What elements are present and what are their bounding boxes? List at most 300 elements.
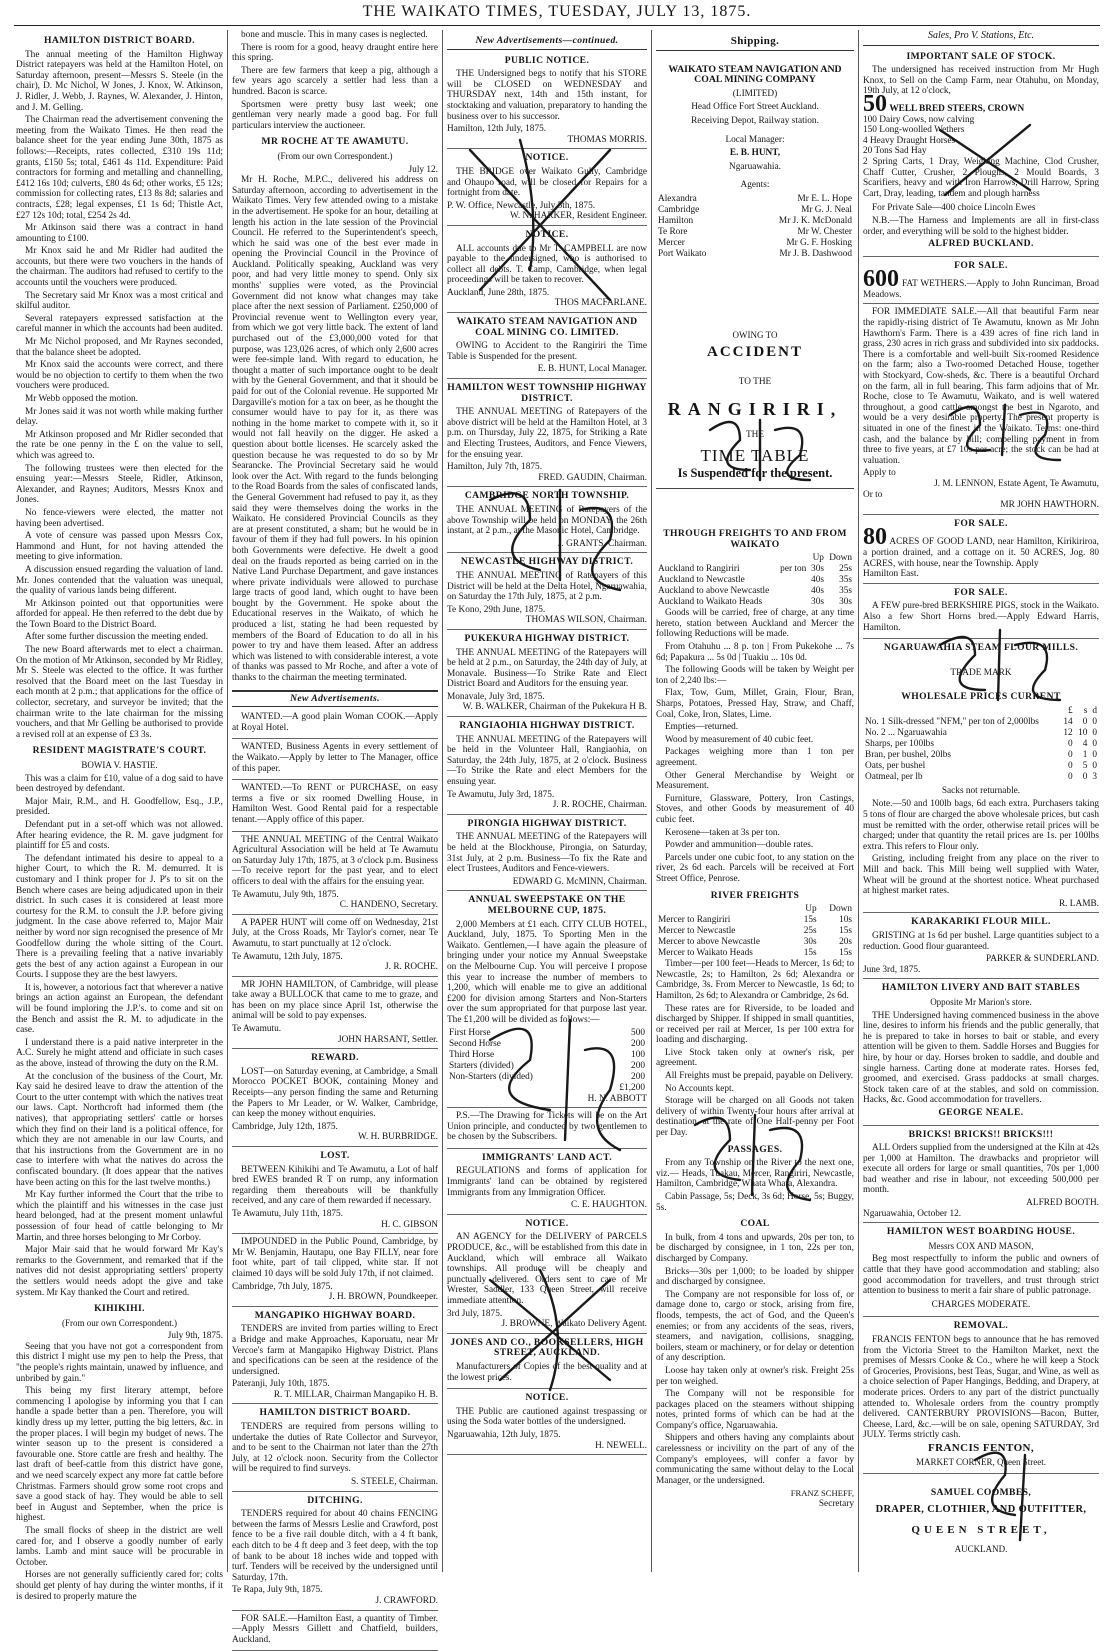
paragraph: I understand there is a paid native interpreter in the A.C. Surely he might attend and officiate in such cases as the above, instead of throwing the duty on the R.M. bbox=[16, 1037, 223, 1070]
table-cell: 10 bbox=[1078, 727, 1088, 738]
paragraph: Seeing that you have not got a correspondent from this district I might use my pen to help the Press, that "the people's rights maintain, unawed by influence, and unbribed by gain." bbox=[16, 1341, 223, 1384]
ad-text: TENDERS are required from persons willing to undertake the duties of Rate Collector and Surveyor, and to be sent to the Chairman not later than the 27th July, at 12 o'clock noon. Security from the Collector will be required to find surveys. bbox=[232, 1422, 438, 1475]
paragraph: Kerosene—taken at 3s per ton. bbox=[665, 827, 780, 838]
table-row bbox=[656, 586, 854, 597]
ad-heading: NEWCASTLE HIGHWAY DISTRICT. bbox=[460, 556, 634, 568]
article-date: July 12. bbox=[408, 164, 438, 175]
paragraph: The defendant intimated his desire to appeal to a higher Court, to which the R. M. demurred. It is customary and I think proper for J. P's to sit on the Bench where cases are being adjudicated upon in their district. In such cases it is considered at least more courtesy for the R.M. to consult the J.P. before giving judgment. In the case above referred to, Major Mair neither by word nor sign recognised the presence of Mr Goodfellow during the whole sitting of the Court. There is a prevailing feeling that a native invariably gets the best of any action against a European in our Courts. I suppose they are the best lawyers. bbox=[16, 853, 223, 981]
ad-table-row bbox=[447, 1039, 647, 1050]
table-cell: 0 bbox=[1092, 716, 1097, 727]
advertisement bbox=[232, 781, 438, 831]
table-cell: 30s bbox=[811, 564, 824, 575]
ad-place: Hamilton, 12th July, 1875. bbox=[447, 124, 547, 135]
paragraph: The new Board afterwards met to elect a chairman. On the motion of Mr Atkinson, seconded by Mr Ridley, Mr S. Steele was elected to the office. It was further resolved that the Board meet on the last Tuesday in each month at 2 p.m.; that applications for the office of collector, secretary, and surveyor be invited; that the chairman write to the late chairman for the missing vouchers, and that Mr Gelling be authorised to provide a revised roll at an expense of £3 3s. bbox=[16, 645, 223, 740]
table-cell: 4 bbox=[1082, 738, 1088, 749]
paragraph: Bricks—30s per 1,000; to be loaded by shipper and discharged by consignee. bbox=[656, 1266, 854, 1288]
ad-signature: ALFRED BOOTH. bbox=[1026, 1198, 1099, 1209]
ad-apply: Apply to bbox=[863, 468, 896, 479]
ad-place: Pateranji, July 10th, 1875. bbox=[232, 1379, 330, 1390]
advertisement bbox=[447, 554, 647, 630]
ad-heading: CAMBRIDGE NORTH TOWNSHIP. bbox=[464, 490, 630, 502]
paragraph: These rates are for Riverside, to be loaded and discharged by Shipper. If shipped in small quantities, or received per rail at Mercer, 1s per 100 extra for loading and discharging. bbox=[656, 1003, 854, 1046]
paragraph: The Company will not be responsible for packages placed on the steamers without shipping notes, printed forms of which can be had at the Company's office, Ngaruawahia. bbox=[656, 1389, 854, 1431]
table-cell: Oatmeal, per lb bbox=[865, 771, 923, 782]
ad-text: THE Undersigned having commenced business in the above line, desires to inform his friends and the public generally, that he is prepared to take in horses to bait or stable, and every attention will be given to them. Saddle Horses and Buggies for hire, by hour or day. Horses broken to saddle, and double and single harness. Carting done at moderate rates. Horses fed, groomed, and exercised. Grass paddocks at small charges. Stock taken care of at the stables, and sold on commission. Hacks, &c. Good accommodation for travellers. bbox=[863, 1010, 1099, 1106]
ad-heading: NGARUAWAHIA STEAM FLOUR MILLS. bbox=[883, 642, 1079, 654]
table-cell: per ton bbox=[780, 564, 807, 575]
table-cell: Cambridge bbox=[658, 204, 700, 215]
ad-place: Cambridge, July 12th, 1875. bbox=[232, 1121, 338, 1132]
advertisement bbox=[447, 380, 647, 487]
table-cell: 30s bbox=[803, 937, 817, 948]
ad-signature: H. N. ABBOTT bbox=[587, 1093, 647, 1104]
ad-text: TENDERS are invited from parties willing to Erect a Bridge and make Approaches, Kaporuatu, near Mr Vercoe's farm at Mangapiko Highway District. Plans and specifications can be seen at the residence of the undersigned. bbox=[232, 1324, 438, 1377]
paragraph: The following Goods will be taken by Weight per ton of 2,240 lbs:— bbox=[656, 665, 854, 686]
ad-table-row bbox=[447, 1028, 647, 1039]
ad-signature: J. M. LENNON, Estate Agent, Te Awamutu, bbox=[934, 478, 1099, 489]
column-rule bbox=[858, 30, 859, 1572]
paragraph: Mr Mc Nichol proposed, and Mr Raynes seconded, that the balance sheet be adopted. bbox=[16, 337, 223, 358]
ad-or: Or to bbox=[863, 489, 883, 500]
paragraph: At the conclusion of the business of the Court, Mr. Kay said he desired leave to draw the attention of the Court to the utter contempt with which the natives treat our laws. Capt. Northcroft had informed them (the natives), that appropriating settlers' cattle or horses which they find on their land is a political offence, for which they are not amenable in our law Courts, and that his instructions from the Government are in no case to interfere with what the natives do across the confiscated boundary. (It does appear that the natives have been acting on this for the last twelve months.) bbox=[16, 1071, 223, 1188]
article-heading: HAMILTON DISTRICT BOARD. bbox=[44, 35, 195, 46]
table-header-cell bbox=[777, 553, 809, 564]
ad-text: ALL Orders supplied from the undersigned at the Kiln at 42s per 1,000 at Hamilton. The drawbacks and proprietor will execute all orders for large or small quantities, 70s per 1,000 bad weather and rise in labour, not exceeding 500,000 per month. bbox=[863, 1143, 1099, 1196]
paragraph: Powder and ammunition—double rates. bbox=[665, 840, 814, 851]
table-row bbox=[863, 772, 1099, 783]
paragraph: bone and muscle. This in many cases is neglected. bbox=[241, 30, 428, 40]
ad-heading: SAMUEL COOMBES, bbox=[930, 1487, 1032, 1499]
table-cell: 20s bbox=[839, 937, 852, 948]
lot-text: WELL BRED STEERS, CROWN bbox=[889, 103, 1025, 114]
paragraph: The Company are not responsible for loss of, or damage done to, cargo or stock, arising from fire, floods, tempests, the act of God, and the Queen's enemies; or from any accidents of the seas, rivers, steamers, and navigation, collisions, snagging, boilers, steam or machinery, or for delay or detention of any description. bbox=[656, 1289, 854, 1364]
ad-heading: HAMILTON WEST TOWNSHIP HIGHWAY DISTRICT. bbox=[447, 382, 647, 404]
table-cell: 0 bbox=[1082, 771, 1088, 782]
ad-signature: FRANCIS FENTON, bbox=[927, 1441, 1035, 1454]
receiving-depot: Receiving Depot, Railway station. bbox=[691, 115, 819, 126]
local-manager-place: Ngaruawahia. bbox=[729, 161, 781, 172]
the-text: THE bbox=[745, 430, 765, 441]
ad-subheading: Messrs COX AND MASON, bbox=[928, 1240, 1034, 1251]
ad-signature: E. B. HUNT, Local Manager. bbox=[537, 364, 647, 375]
lot-text: FAT WETHERS.—Apply to John Runciman, Broad Meadows. bbox=[863, 279, 1099, 300]
ad-text: FRANCIS FENTON begs to announce that he has removed from the Victoria Street to the Hamilton Market, next the premises of Messrs Cooke & Co., where he will keep a Stock of Groceries, Provisions, best Teas, Sugar, and Wine, as well as a choice selection of Paper Hangings, Bedding, and Drapery, at moderate prices. Orders to any part of the district punctually attended to. Wholesale orders from the country promptly delivered. CANTERBURY PROVISIONS—Bacon, Butter, Cheese, Lard, &c.—will be on sale, opening SATURDAY, 3rd JULY. Terms strictly cash. bbox=[863, 1335, 1099, 1441]
advertisement bbox=[447, 1216, 647, 1334]
table-header-cell bbox=[656, 904, 796, 915]
column-rule bbox=[442, 30, 443, 1572]
advertisement bbox=[447, 1109, 647, 1149]
ad-table-cell: £1,200 bbox=[619, 1082, 645, 1093]
ad-text: The undersigned has received instruction from Mr Hugh Knox, to Sell on the Camp Farm, near Otahuhu, on Monday, 19th July, at 12 o'clock, bbox=[863, 65, 1099, 97]
advertisements bbox=[447, 53, 647, 1456]
article-subheading: (From our own Correspondent.) bbox=[62, 1317, 177, 1328]
article-subheading: BOWIA V. HASTIE. bbox=[81, 760, 158, 770]
ad-text: WANTED.—A good plain Woman COOK.—Apply at Royal Hotel. bbox=[232, 712, 438, 733]
ad-heading: FOR SALE. bbox=[954, 517, 1008, 529]
table-row bbox=[656, 575, 854, 586]
table-cell: Mr G. F. Hosking bbox=[786, 237, 852, 248]
ad-signature: JOHN HARSANT, Settler. bbox=[337, 1034, 438, 1045]
ad-heading: PUBLIC NOTICE. bbox=[504, 54, 590, 66]
table-cell: Mercer to Waikato Heads bbox=[658, 948, 753, 959]
article-body bbox=[232, 175, 438, 684]
river-freights-table bbox=[656, 904, 854, 959]
table-row bbox=[656, 597, 854, 608]
ad-heading: WAIKATO STEAM NAVIGATION AND COAL MINING CO. LIMITED. bbox=[456, 316, 638, 338]
table-header-row bbox=[656, 553, 854, 564]
table-cell: Auckland to above Newcastle bbox=[658, 586, 770, 597]
lot-text: ACRES OF GOOD LAND, near Hamilton, Kirikiriroa, a portion drained, and a cottage on it. 50 ACRES, Jog. 80 ACRES, with house, near the Township. Apply bbox=[863, 537, 1099, 569]
table-row bbox=[863, 739, 1099, 750]
advertisement bbox=[863, 258, 1099, 305]
table-cell: Mercer to above Newcastle bbox=[658, 937, 760, 948]
accident-heading: ACCIDENT bbox=[706, 343, 803, 360]
table-header-cell bbox=[656, 553, 777, 564]
table-cell bbox=[777, 586, 809, 597]
advertisement bbox=[447, 631, 647, 717]
ad-note: CHARGES MODERATE. bbox=[931, 1299, 1031, 1310]
table-cell: 3 bbox=[1092, 771, 1097, 782]
table-cell: 15s bbox=[839, 926, 852, 937]
ad-text: THE Undersigned begs to notify that his STORE will be CLOSED on WEDNESDAY and THURSDAY next, 14th and 15th instant, for stocktaking and valuation, preparatory to handing the business over to his successor. bbox=[447, 69, 647, 122]
ad-place: Te Awamutu, 12th July, 1875. bbox=[232, 951, 343, 962]
advertisement bbox=[232, 740, 438, 780]
table-cell: 0 bbox=[1092, 749, 1097, 760]
ad-place: Hamilton East. bbox=[863, 569, 919, 580]
table-cell: 12 bbox=[1063, 727, 1073, 738]
ad-signature: J. R. ROCHE, Chairman. bbox=[552, 800, 647, 811]
advertisement bbox=[232, 978, 438, 1050]
advertisement bbox=[863, 640, 1099, 913]
table-cell: 25s bbox=[839, 564, 852, 575]
advertisement bbox=[863, 1318, 1099, 1474]
sale-item: 100 Dairy Cows, now calving bbox=[863, 114, 975, 125]
ad-heading: NOTICE. bbox=[525, 1217, 569, 1229]
table-cell: Alexandra bbox=[658, 193, 697, 204]
table-cell: 10s bbox=[839, 915, 852, 926]
ad-signature: H. C. GIBSON bbox=[381, 1219, 438, 1230]
sale-item: 20 Tons Sad Hay bbox=[863, 146, 927, 157]
ad-signature: THOMAS WILSON, Chairman. bbox=[525, 615, 647, 626]
table-header-row bbox=[656, 904, 854, 915]
table-row bbox=[863, 750, 1099, 761]
table-cell: Port Waikato bbox=[658, 248, 707, 259]
ad-text: AN AGENCY for the DELIVERY of PARCELS PRODUCE, &c., will be established from this date in Auckland, which will embrace all Waikato townships. All produce will be cheaply and punctually delivered. Orders sent to care of Mr Wrester, Saddler, 133 Queen Street, will receive immediate attention. bbox=[447, 1232, 647, 1306]
table-cell: Mr G. J. Neal bbox=[801, 204, 852, 215]
ad-text: THE ANNUAL MEETING of the Ratepayers will be held at the Blockhouse, Pirongia, on Saturday, 31st July, at 2 p.m. Business—To fix the Rate and elect Trustees, Auditors and Fence-viewers. bbox=[447, 832, 647, 875]
ad-text: THE Public are cautioned against trespassing or using the Soda water bottles of the undersigned. bbox=[447, 1406, 647, 1428]
ad-text: IMPOUNDED in the Public Pound, Cambridge, by Mr W. Benjamin, Hautapu, one Bay FILLY, near fore foot white, part of tail clipped, white star. If not claimed 10 days will be sold July 17th, if not claimed. bbox=[232, 1237, 438, 1279]
table-cell: 30s bbox=[811, 597, 824, 608]
ship-name: RANGIRIRI, bbox=[667, 398, 843, 419]
advertisement bbox=[863, 585, 1099, 639]
ad-text: FOR SALE.—Hamilton East, a quantity of Timber.—Apply Messrs Gillett and Chatfield, builders, Auckland. bbox=[232, 1613, 438, 1645]
ad-lot bbox=[863, 90, 1099, 117]
ad-trade: DRAPER, CLOTHIER, AND OUTFITTER, bbox=[875, 1503, 1087, 1515]
advertisement bbox=[447, 1390, 647, 1455]
ad-heading: MANGAPIKO HIGHWAY BOARD. bbox=[254, 1309, 416, 1321]
ad-signature: R. LAMB. bbox=[1058, 898, 1099, 909]
ad-table-cell: Non-Starters (divided) bbox=[449, 1071, 533, 1082]
ad-signature: C. E. HAUGHTON. bbox=[570, 1200, 647, 1211]
ad-place: Auckland, June 28th, 1875. bbox=[447, 287, 550, 298]
paragraph: Parcels under one cubic foot, to any station on the river, 2s 6d each. Parcels will be received at Fort Street Office, Penrose. bbox=[656, 852, 854, 884]
ad-signature: W. H. BURBRIDGE. bbox=[358, 1132, 438, 1143]
article-date: July 9th, 1875. bbox=[167, 1331, 223, 1342]
paragraph: Storage will be charged on all Goods not taken delivery of within Twenty-four hours after arrival at destination, at the rate of One Half-penny per Foot per Day. bbox=[656, 1096, 854, 1139]
ad-table-cell: 200 bbox=[631, 1071, 645, 1082]
advertisement bbox=[447, 53, 647, 150]
ad-address: MARKET CORNER, Queen Street. bbox=[915, 1456, 1047, 1467]
advertisement bbox=[863, 49, 1099, 257]
section-heading: Sales, Pro V. Stations, Etc. bbox=[863, 31, 1099, 46]
advertisement bbox=[232, 1493, 438, 1611]
ad-heading: NOTICE. bbox=[525, 152, 569, 164]
ad-text: N.B.—The Harness and Implements are all in first-class order, and everything will be sold to the highest bidder. bbox=[863, 215, 1099, 237]
ad-signature: W. N. HARKER, Resident Engineer. bbox=[509, 211, 647, 222]
company-limited: (LIMITED) bbox=[732, 88, 778, 99]
table-cell: Mercer to Rangiriri bbox=[658, 915, 731, 926]
ad-street: QUEEN STREET, bbox=[911, 1524, 1051, 1537]
ad-text: ALL accounts due to Mr T. CAMPBELL are now payable to the undersigned, who is authorised to collect all debts. T. Camp, Cambridge, when legal proceedings will be taken to recover. bbox=[447, 243, 647, 286]
ad-signature: J. R. ROCHE. bbox=[385, 962, 438, 973]
table-row bbox=[863, 717, 1099, 728]
table-cell: Mercer to Newcastle bbox=[658, 926, 736, 937]
table-row bbox=[656, 216, 854, 227]
ad-place: Te Kono, 29th June, 1875. bbox=[447, 604, 546, 615]
ad-table-row bbox=[447, 1083, 647, 1094]
ad-text: BETWEEN Kihikihi and Te Awamutu, a Lot of half bred EWES branded R T on rump, any information regarding them thereabouts will be thankfully received, and any care of them rewarded if necessary. bbox=[232, 1164, 438, 1207]
sale-item: 150 Long-woolled Wethers bbox=[863, 125, 965, 136]
column-1 bbox=[16, 30, 223, 1602]
paragraph: A vote of censure was passed upon Messrs Cox, Hammond and Hunt, for not having attended the meeting to give information. bbox=[16, 531, 223, 563]
paragraph: Several ratepayers expressed satisfaction at the careful manner in which the accounts had been audited. bbox=[16, 313, 223, 335]
table-row bbox=[656, 915, 854, 926]
ad-heading: KARAKARIKI FLOUR MILL. bbox=[911, 916, 1051, 928]
table-cell: 15s bbox=[803, 915, 817, 926]
paragraph: The small flocks of sheep in the district are well cared for, and I observe a goodly number of early lambs. Lamb and mint sauce will be procurable in October. bbox=[16, 1525, 223, 1568]
ad-place: Hamilton, July 7th, 1875. bbox=[447, 462, 543, 473]
table-header-cell: Down bbox=[829, 904, 852, 915]
ad-lot bbox=[863, 524, 1099, 569]
table-row bbox=[656, 948, 854, 959]
ad-table-row bbox=[447, 1061, 647, 1072]
ad-text: THE ANNUAL MEETING of Ratepayers of the above district will be held at the Hamilton Hotel, at 3 p.m. on Thursday, July 22, 1875, for Striking a Rate and Electing Trustees, Auditors, and Fence Viewers, for the ensuing year. bbox=[447, 407, 647, 460]
advertisement bbox=[447, 314, 647, 379]
ad-heading: REWARD. bbox=[311, 1052, 359, 1064]
local-manager: E. B. HUNT, bbox=[729, 148, 781, 159]
passages-heading: PASSAGES. bbox=[727, 1143, 783, 1155]
paragraph: After some further discussion the meeting ended. bbox=[25, 632, 209, 643]
prices-table bbox=[863, 706, 1099, 783]
advertisement bbox=[232, 1148, 438, 1234]
ad-signature: ALFRED BUCKLAND. bbox=[928, 238, 1034, 250]
ad-text: OWING to Accident to the Rangiriri the Time Table is Suspended for the present. bbox=[447, 341, 647, 362]
paragraph: Empties—returned. bbox=[665, 722, 739, 733]
table-cell: Mr E. L. Hope bbox=[797, 193, 852, 204]
table-header-cell: Up bbox=[805, 904, 817, 915]
ad-city: AUCKLAND. bbox=[954, 1543, 1008, 1554]
advertisement bbox=[863, 1127, 1099, 1224]
ad-table-cell: Second Horse bbox=[449, 1038, 501, 1049]
advertisement bbox=[863, 305, 1099, 514]
table-cell: 0 bbox=[1068, 760, 1073, 771]
sale-item: 4 Heavy Draught Horses bbox=[863, 135, 956, 146]
advertisement bbox=[447, 816, 647, 892]
ad-signature: C. HANDENO, Secretary. bbox=[339, 900, 438, 911]
table-cell: Mr W. Chester bbox=[797, 226, 852, 237]
ad-table-cell: Starters (divided) bbox=[449, 1060, 514, 1071]
advertisement bbox=[232, 1612, 438, 1651]
ad-table-cell bbox=[447, 1083, 597, 1094]
article-body bbox=[16, 1342, 223, 1602]
advertisement bbox=[447, 1150, 647, 1215]
table-cell: Mr J. K. McDonald bbox=[778, 215, 852, 226]
table-header-cell: d bbox=[1092, 705, 1097, 716]
advertisement bbox=[232, 1235, 438, 1307]
paragraph: The following trustees were then elected for the ensuing year:—Messrs Steele, Ridler, Atkinson, Alexander, and Raynes; Auditors, Messrs Knox and Jones. bbox=[16, 463, 223, 506]
advertisement bbox=[447, 892, 647, 1108]
paragraph: There are few farmers that keep a pig, although a few years ago scarcely a settler had less than a hundred. Bacon is scarce. bbox=[232, 65, 438, 97]
ad-signature: J. GRANTS, Chairman. bbox=[557, 538, 647, 549]
table-cell: Te Rore bbox=[658, 226, 688, 237]
ad-signature: GEORGE NEALE. bbox=[938, 1106, 1024, 1118]
paragraph: Timber—per 100 feet—Heads to Mercer, 1s 6d; to Newcastle, 2s; to Hamilton, 2s 6d; Alexandra or Cambridge, 3s. From Mercer to Newcastle, 1s 6d; to Hamilton, 2s 6d; to Alexandra or Cambridge, 2s 6d. bbox=[656, 959, 854, 1001]
agents-label: Agents: bbox=[740, 180, 770, 191]
ad-signature: THOMAS MORRIS. bbox=[567, 134, 647, 145]
sale-item: 2 Spring Carts, 1 Dray, Weighing Machine, Clod Crusher, Chaff Cutter, Crusher, 2 Ploughs, 2 Mould Boards, 3 Scarifiers, heavy and with Iron Harrows, Drill Harrow, Spring Cart, Dray, leading, tandem and plough harness bbox=[863, 156, 1099, 199]
ad-text: THE ANNUAL MEETING of the Ratepayers will be held at 2 p.m., on Saturday, the 24th day of July, at Monavale. Business—To Strike Rate and Elect District Board and Auditors for the ensuing year. bbox=[447, 647, 647, 690]
ad-place: Te Awamutu, July 3rd, 1875. bbox=[447, 789, 555, 800]
paragraph: The annual meeting of the Hamilton Highway District ratepayers was held at the Hamilton Hotel, on Saturday afternoon, present—Messrs S. Steele (in the chair), D. Mc Nichol, W Jones, J. Knox, W. Atkinson, J. Ridler, J. Webb, J. Raynes, W. Alexander, J. Hinton, and J. M. Gelling. bbox=[16, 49, 223, 113]
paragraph: This being my first literary attempt, before commencing I apologise by informing you that I can handle a spade better than a pen. Therefore, you will kindly dress up my letter, putting the big letters, &c. in the proper places. I will begin my budget of news. The winter season up to the present is considered a favourable one. Store cattle are fresh and healthy. The last draft of beef-cattle from this district have gone, and we need scarcely expect any more fat cattle before Christmas. Farmers should grow some root crops and save a good stack of hay. They would be able to sell beef in August and September, when the price is highest. bbox=[16, 1386, 223, 1524]
paragraph: Sportsmen were pretty busy last week; one gentleman very nearly made a good bag. For full particulars interview the auctioneer. bbox=[232, 99, 438, 131]
local-manager-label: Local Manager: bbox=[725, 134, 785, 145]
ad-text: TENDERS required for about 40 chains FENCING between the farms of Messrs Leslie and Crawford, post fence to be a five rail double ditch, with a 4 ft bank, each ditch to be 4 ft deep and 3 feet deep, with the top of bank to be about 18 inches wide and topped with turf. Tenders will be received by the undersigned until Saturday, 17th. bbox=[232, 1509, 438, 1583]
ad-table-cell: 500 bbox=[631, 1027, 645, 1038]
advertisement bbox=[863, 1224, 1099, 1317]
ad-table-cell: Third Horse bbox=[449, 1049, 495, 1060]
table-cell: Bran, per bushel, 20lbs bbox=[865, 749, 951, 760]
table-cell: 35s bbox=[839, 586, 852, 597]
section-heading: Shipping. bbox=[656, 36, 854, 51]
ad-heading: ANNUAL SWEEPSTAKE ON THE MELBOURNE CUP, 1875. bbox=[468, 894, 626, 916]
ad-heading: HAMILTON LIVERY AND BAIT STABLES bbox=[881, 982, 1081, 994]
paragraph: Mr Knox said the accounts were correct, and there would be no objection to certify to them when the two vouchers were produced. bbox=[16, 360, 223, 392]
ad-heading: NOTICE. bbox=[525, 228, 569, 240]
ad-signature: R. T. MILLAR, Chairman Mangapiko H. B. bbox=[273, 1389, 438, 1400]
table-cell: 35s bbox=[839, 575, 852, 586]
paragraph: This was a claim for £10, value of a dog said to have been destroyed by defendant. bbox=[16, 773, 223, 795]
ad-heading: JONES AND CO., BOOKSELLERS, HIGH STREET, AUCKLAND. bbox=[450, 1336, 644, 1359]
table-row bbox=[656, 564, 854, 575]
ad-text: WANTED.—To RENT or PURCHASE, on easy terms a five or six roomed Dwelling House, in Hamilton West. Good Rental paid for a respectable tenant.—Apply office of this paper. bbox=[232, 783, 438, 825]
coal-notes bbox=[656, 1233, 854, 1487]
paragraph: Defendant put in a set-off which was not allowed. After hearing evidence, the R. M. gave judgment for plaintiff for £5 and costs. bbox=[16, 819, 223, 852]
paragraph: Major Mair, R.M., and H. Goodfellow, Esq., J.P., presided. bbox=[16, 796, 223, 818]
paragraph: The Secretary said Mr Knox was a most critical and skilful auditor. bbox=[16, 290, 223, 312]
paragraph: In bulk, from 4 tons and upwards, 20s per ton, to be discharged by consignee, in 1 ton, 22s per ton, discharged by Company. bbox=[656, 1232, 854, 1264]
ad-table-cell: 100 bbox=[631, 1049, 645, 1060]
article-body bbox=[232, 30, 438, 131]
ad-text: LOST—on Saturday evening, at Cambridge, a Small Morocco POCKET BOOK, containing Money and Receipts—any person finding the same and Returning the Papers to Mr Leader, or W. Walker, Cambridge, can keep the money without enquiries. bbox=[232, 1066, 438, 1120]
ad-signature: MR JOHN HAWTHORN. bbox=[1000, 500, 1099, 511]
table-cell: 0 bbox=[1082, 716, 1088, 727]
table-header-cell bbox=[863, 706, 1060, 717]
paragraph: Mr Jones said it was not worth while making further delay. bbox=[16, 406, 223, 428]
paragraph: The Chairman read the advertisement convening the meeting from the Waikato Times. He then read the balance sheet for the year ending June 30th, 1875 as follows:—Receipts, rates collected, £310 19s 11d; grants, £150 5s; total, £461 4s 11d. Expenditure: Paid contractors for forming and metalling and channelling, £412 16s 10d; culverts, £80 4s 6d; other works, £5 12s; commission for collecting rates, £13 8s 8d; salaries and contracts, £28; legal expenses, £1 1s 6d; Thistle Act, £27 12s 10d; total, £254 2s 4d. bbox=[16, 115, 223, 221]
table-cell: 0 bbox=[1092, 738, 1097, 749]
advertisement bbox=[863, 914, 1099, 979]
lot-number: 600 bbox=[863, 266, 899, 293]
ad-signature: J. BROWNE, Waikato Delivery Agent. bbox=[501, 1319, 647, 1330]
paragraph: From Otahuhu ... 8 p. ton | From Pukekohe ... 7s 6d; Papakura ... 5s 0d | Tuakiu ... 10s 0d. bbox=[656, 642, 854, 663]
table-cell: 14 bbox=[1063, 716, 1073, 727]
table-cell: 40s bbox=[811, 586, 824, 597]
paragraph: Mr Atkinson said there was a contract in hand amounting to £100. bbox=[16, 223, 223, 244]
table-header-row bbox=[863, 706, 1099, 717]
table-cell: Sharps, per 100lbs bbox=[865, 738, 934, 749]
ad-text: THE ANNUAL MEETING of the Central Waikato Agricultural Association will be held at Te Awamutu on Saturday July 17th, 1875, at 3 o'clock p.m. Business—To receive report for the past year, and to elect officers to deal with the affairs for the ensuing year. bbox=[232, 834, 438, 887]
ad-place: P. W. Office, Newcastle, July 5th, 1875. bbox=[447, 200, 596, 211]
paragraph: Loose hay taken only at owner's risk. Freight 25s per ton weighed. bbox=[656, 1365, 854, 1387]
table-cell: 0 bbox=[1068, 771, 1073, 782]
ad-signature: H. NEWELL. bbox=[595, 1440, 647, 1451]
freights-heading: THROUGH FREIGHTS TO AND FROM WAIKATO bbox=[656, 488, 854, 550]
paragraph: Flax, Tow, Gum, Millet, Grain, Flour, Bran, Sharps, Potatoes, Pressed Hay, Straw, and Chaff, Coal, Coke, Iron, Slates, Lime. bbox=[656, 688, 854, 720]
paragraph: No Accounts kept. bbox=[665, 1083, 734, 1094]
table-row bbox=[863, 761, 1099, 772]
ad-signature: PARKER & SUNDERLAND. bbox=[985, 954, 1099, 965]
table-row bbox=[656, 194, 854, 205]
advertisement bbox=[232, 833, 438, 915]
article-body bbox=[16, 774, 223, 1299]
masthead bbox=[0, 0, 1114, 24]
ad-heading: DITCHING. bbox=[307, 1494, 363, 1506]
advertisement bbox=[232, 1050, 438, 1147]
ad-text: A PAPER HUNT will come off on Wednesday, 21st July, at the Cross Roads, Mr Taylor's corner, near Te Awamutu, to start punctually at 12 o'clock. bbox=[232, 917, 438, 949]
river-freights-heading: RIVER FREIGHTS bbox=[710, 889, 800, 901]
ad-text: Beg most respectfully to inform the public and owners of cattle that they have good accommodation and stabling; also good accommodation for travellers, and trust through strict attention to business to merit a fair share of public patronage. bbox=[863, 1254, 1099, 1297]
ad-text: MR JOHN HAMILTON, of Cambridge, will please take away a BULLOCK that came to me to graze, and has been on my place since April 1st, otherwise the animal will be sold to pay expenses. bbox=[232, 979, 438, 1022]
ad-text: For Private Sale—400 choice Lincoln Ewes bbox=[872, 203, 1036, 214]
article-body bbox=[16, 50, 223, 741]
ad-signature: W. B. WALKER, Chairman of the Pukekura H B. bbox=[462, 702, 647, 713]
table-cell: Mr J. B. Dashwood bbox=[779, 248, 852, 259]
ad-heading: PIRONGIA HIGHWAY DISTRICT. bbox=[467, 817, 627, 829]
column-5 bbox=[863, 30, 1099, 1572]
table-cell: Auckland to Rangiriri bbox=[658, 564, 740, 575]
advertisement bbox=[232, 1308, 438, 1405]
table-row bbox=[656, 937, 854, 948]
ad-table-cell: 200 bbox=[631, 1060, 645, 1071]
advertisements bbox=[232, 710, 438, 1651]
paragraph: Goods will be carried, free of charge, at any time hereto, station between Auckland and Mercer the following Reductions will be made. bbox=[656, 608, 854, 640]
table-row bbox=[656, 227, 854, 238]
ad-text: 2,000 Members at £1 each. CITY CLUB HOTEL, Auckland, July, 1875. To Sporting Men in the Waikato. Gentlemen,—I have again the pleasure of bringing under your notice my Annual Sweepstake on the Melbourne Cup. You will perceive I propose this year to increase the number of members to 1,200, which will enable me to give an additional £200 for division among Starters and Non-Starters over the sum appropriated for that purpose last year. The £1,200 will be divided as follows:— bbox=[447, 919, 647, 1025]
company-name: WAIKATO STEAM NAVIGATION AND COAL MINING COMPANY bbox=[668, 63, 842, 86]
section-heading: New Advertisements—continued. bbox=[447, 36, 647, 50]
ad-heading: REMOVAL. bbox=[953, 1320, 1009, 1332]
ad-text: THE ANNUAL MEETING of the Ratepayers will be held in the Volunteer Hall, Rangiaohia, on Saturday, the 24th July, 1875, at 2 o'clock. Business—To Strike the Rate and elect Members for the ensuing year. bbox=[447, 734, 647, 788]
paragraph: Mr H. Roche, M.P.C., delivered his address on Saturday afternoon, according to advertisement in the Waikato Times. Very few attended owing to a mistake in the advertisement. He spoke for an hour, detailing at length his action in the late session of the Provincial Council. He referred to the Superintendent's speech, which he said was one of the best ever made in opening the Provincial Council in the Province of Auckland. Politically speaking, Auckland was very poor, and had very little money to spend. Only six months' supplies were voted, as the Provincial Government did not know what changes may take place after the next session of Parliament. £250,000 of Provincial revenue went to Wellington every year, from which we got very little back. The extent of land purchased out of the £3,000,000 voted for that purpose, was 123,026 acres, of which only 2,600 acres were fee-simple land. With regard to education, he thought a matter of such importance ought to be dealt with by the General Government, and that it should be paid for out of the Colonial revenue. He supported Mr Dargaville's motion for a tax on beer, as he thought the consumer would have to pay for it, as there was nothing in the home market to compete with it, so it would not fall heavily on the digger. He asked a question about bottle licenses. He scarcely asked the question because he was requested to do so by Mr Searancke. The Provincial Secretary said he would look over the Act. With regard to the funds belonging to the Road Boards from the sales of confiscated lands, the General Government had refused to pay it, as they said they were themselves doing the works in the Waikato. He considered Provincial Councils as they are at present constituted, a sham; but he would be in favour of them if they had full powers. In his opinion both Governments were defective. He dwelt a good deal on the frauds reported as being carried on in the Native Land Purchase Department, and gave instances where private individuals were allowed to purchase large tracts of good land, which ought to have been bought by the Government. He spoke about the Educational reserves in the Waikato, of which he produced a list, stating he had been requested by members of the Board of Education to do all in his power to try and have them leased. After an address which was listened to with considerable interest, a vote of thanks was passed to Mr Roche, and after a vote of thanks to the chairman the meeting terminated. bbox=[232, 175, 438, 684]
table-cell: 15s bbox=[803, 948, 817, 959]
ad-table-row bbox=[447, 1050, 647, 1061]
article-subheading: (From our own Correspondent.) bbox=[277, 150, 393, 161]
to-the-text: TO THE bbox=[738, 377, 772, 388]
ad-place: Te Awamutu, July 9th, 1875. bbox=[232, 889, 339, 900]
table-cell: 0 bbox=[1068, 749, 1073, 760]
